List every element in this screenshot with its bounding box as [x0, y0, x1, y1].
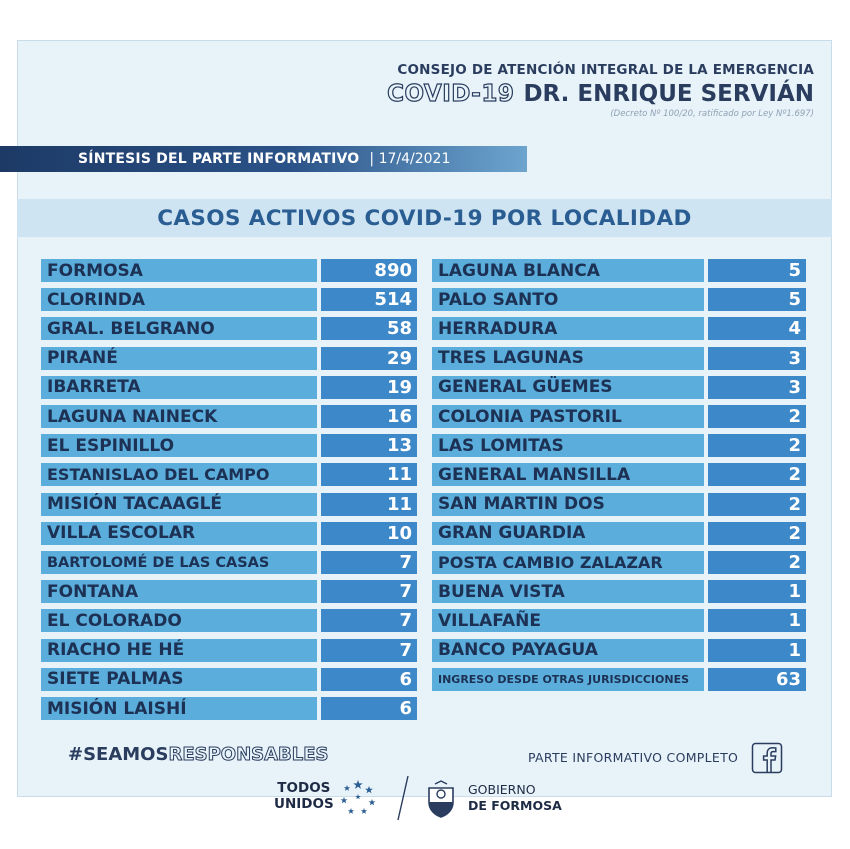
active-cases-value: 5 [708, 288, 806, 311]
active-cases-value: 58 [321, 317, 417, 340]
locality-name: MISIÓN LAISHÍ [41, 697, 317, 720]
table-row [432, 522, 801, 545]
table-row [432, 347, 801, 370]
locality-name: BARTOLOMÉ DE LAS CASAS [41, 551, 317, 574]
table-row [41, 493, 412, 516]
table-row [41, 434, 412, 457]
locality-name: EL COLORADO [41, 609, 317, 632]
active-cases-value: 7 [321, 551, 417, 574]
locality-name: LAGUNA BLANCA [432, 259, 704, 282]
locality-name: COLONIA PASTORIL [432, 405, 704, 428]
locality-name: GENERAL GÜEMES [432, 376, 704, 399]
locality-name: MISIÓN TACAAGLÉ [41, 493, 317, 516]
table-row [432, 668, 801, 691]
de-formosa-text: DE FORMOSA [468, 798, 562, 813]
locality-name: IBARRETA [41, 376, 317, 399]
doctor-label: DR. ENRIQUE SERVIÁN [523, 81, 814, 107]
table-row [432, 376, 801, 399]
table-row [41, 551, 412, 574]
locality-name: PIRANÉ [41, 347, 317, 370]
table-row [41, 697, 412, 720]
covid-title-line [387, 81, 814, 107]
active-cases-value: 1 [708, 609, 806, 632]
active-cases-value: 4 [708, 317, 806, 340]
hashtag-outline: RESPONSABLES [168, 744, 329, 765]
table-row [41, 259, 412, 282]
active-cases-value: 2 [708, 405, 806, 428]
locality-name: HERRADURA [432, 317, 704, 340]
table-row [41, 288, 412, 311]
table-row [41, 580, 412, 603]
table-row [41, 405, 412, 428]
locality-name: INGRESO DESDE OTRAS JURISDICCIONES [432, 668, 704, 691]
active-cases-value: 3 [708, 347, 806, 370]
active-cases-value: 10 [321, 522, 417, 545]
active-cases-value: 13 [321, 434, 417, 457]
table-row [41, 347, 412, 370]
active-cases-value: 1 [708, 639, 806, 662]
active-cases-value: 11 [321, 493, 417, 516]
active-cases-value: 2 [708, 463, 806, 486]
table-row [432, 463, 801, 486]
locality-name: BUENA VISTA [432, 580, 704, 603]
full-report-label: PARTE INFORMATIVO COMPLETO [528, 750, 739, 765]
table-row [432, 493, 801, 516]
active-cases-value: 29 [321, 347, 417, 370]
table-row [432, 639, 801, 662]
hashtag-bold: #SEAMOS [68, 744, 169, 765]
locality-name: EL ESPINILLO [41, 434, 317, 457]
locality-name: ESTANISLAO DEL CAMPO [41, 463, 317, 486]
active-cases-value: 7 [321, 580, 417, 603]
active-cases-value: 63 [708, 668, 806, 691]
todos-text: TODOS [277, 780, 331, 796]
table-row [432, 434, 801, 457]
table-row [41, 317, 412, 340]
active-cases-value: 6 [321, 697, 417, 720]
locality-name: SIETE PALMAS [41, 668, 317, 691]
active-cases-value: 2 [708, 493, 806, 516]
unidos-text: UNIDOS [274, 796, 334, 812]
locality-name: PALO SANTO [432, 288, 704, 311]
table-row [432, 405, 801, 428]
formosa-shield-icon [425, 780, 457, 818]
active-cases-value: 7 [321, 639, 417, 662]
stars-ring-icon [338, 777, 378, 817]
org-line: CONSEJO DE ATENCIÓN INTEGRAL DE LA EMERGENCIA [397, 62, 814, 78]
active-cases-value: 7 [321, 609, 417, 632]
locality-name: LAS LOMITAS [432, 434, 704, 457]
locality-name: GENERAL MANSILLA [432, 463, 704, 486]
table-row [41, 639, 412, 662]
section-title: CASOS ACTIVOS COVID-19 POR LOCALIDAD [157, 205, 692, 231]
locality-name: VILLAFAÑE [432, 609, 704, 632]
active-cases-value: 1 [708, 580, 806, 603]
locality-name: POSTA CAMBIO ZALAZAR [432, 551, 704, 574]
locality-name: VILLA ESCOLAR [41, 522, 317, 545]
active-cases-value: 19 [321, 376, 417, 399]
hashtag [68, 744, 328, 765]
gobierno-logo [468, 782, 562, 814]
active-cases-value: 2 [708, 434, 806, 457]
active-cases-value: 890 [321, 259, 417, 282]
locality-name: GRAL. BELGRANO [41, 317, 317, 340]
synthesis-bar [0, 146, 527, 172]
locality-name: SAN MARTIN DOS [432, 493, 704, 516]
gobierno-text: GOBIERNO [468, 782, 536, 797]
synthesis-date: | 17/4/2021 [369, 151, 451, 167]
locality-name: LAGUNA NAINECK [41, 405, 317, 428]
decree-note: (Decreto Nº 100/20, ratificado por Ley Nº1.697) [610, 109, 814, 119]
locality-name: CLORINDA [41, 288, 317, 311]
table-row [432, 288, 801, 311]
active-cases-value: 2 [708, 522, 806, 545]
facebook-icon[interactable] [751, 742, 783, 774]
table-row [41, 376, 412, 399]
active-cases-value: 3 [708, 376, 806, 399]
locality-name: RIACHO HE HÉ [41, 639, 317, 662]
synthesis-title: SÍNTESIS DEL PARTE INFORMATIVO [78, 151, 360, 167]
section-title-band [17, 199, 832, 237]
locality-name: FONTANA [41, 580, 317, 603]
header [387, 62, 814, 119]
active-cases-value: 6 [321, 668, 417, 691]
table-row [432, 580, 801, 603]
table-row [41, 609, 412, 632]
table-row [41, 668, 412, 691]
locality-name: FORMOSA [41, 259, 317, 282]
active-cases-value: 514 [321, 288, 417, 311]
table-row [432, 317, 801, 340]
covid-label: COVID-19 [387, 81, 515, 107]
active-cases-value: 2 [708, 551, 806, 574]
todos-unidos-logo [274, 780, 334, 812]
active-cases-value: 11 [321, 463, 417, 486]
active-cases-value: 16 [321, 405, 417, 428]
divider-slash [396, 774, 410, 822]
active-cases-value: 5 [708, 259, 806, 282]
table-row [432, 259, 801, 282]
table-row [41, 463, 412, 486]
locality-name: GRAN GUARDIA [432, 522, 704, 545]
locality-name: BANCO PAYAGUA [432, 639, 704, 662]
locality-name: TRES LAGUNAS [432, 347, 704, 370]
table-row [41, 522, 412, 545]
table-row [432, 551, 801, 574]
table-row [432, 609, 801, 632]
